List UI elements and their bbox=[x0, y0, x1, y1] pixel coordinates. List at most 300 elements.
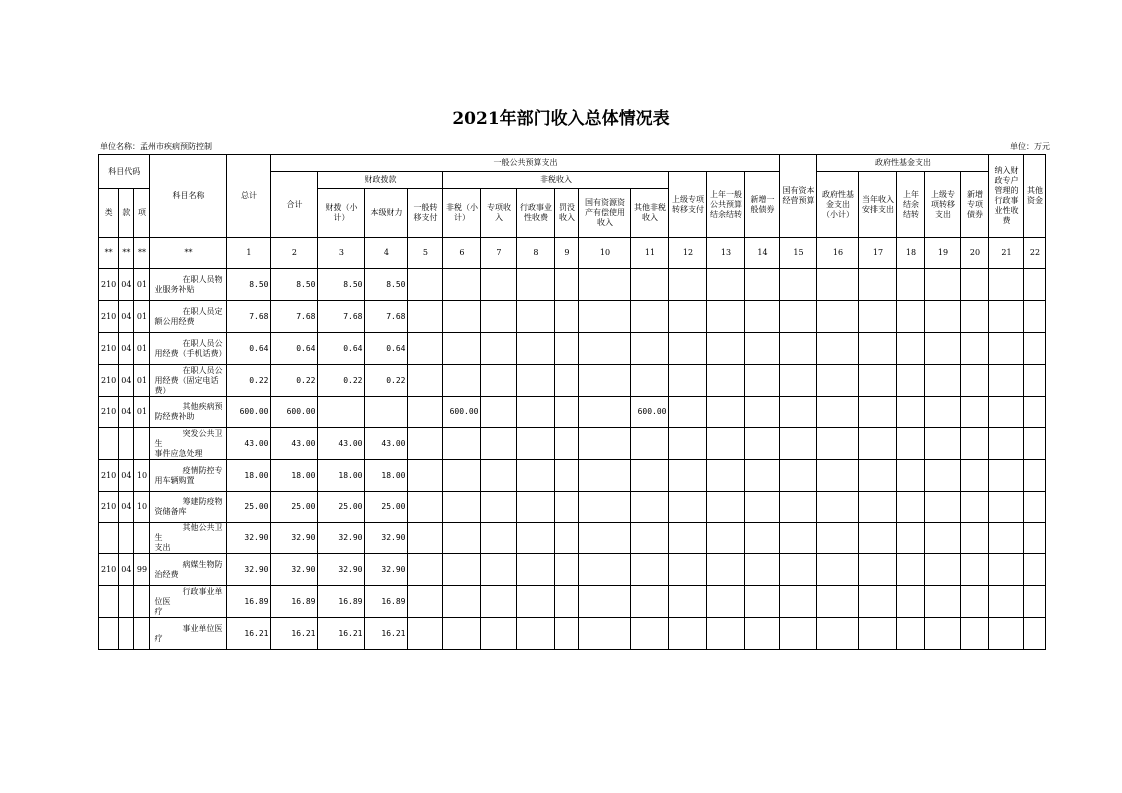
empty-cell bbox=[517, 554, 555, 586]
lei-cell bbox=[99, 523, 119, 554]
sum-cell: 16.89 bbox=[271, 586, 318, 618]
empty-cell bbox=[707, 523, 745, 554]
local-cell: 7.68 bbox=[365, 301, 408, 333]
index-cell: 5 bbox=[408, 238, 443, 269]
empty-cell bbox=[961, 554, 989, 586]
empty-cell bbox=[961, 492, 989, 523]
empty-cell bbox=[1024, 269, 1046, 301]
empty-cell bbox=[481, 618, 517, 650]
index-cell: 7 bbox=[481, 238, 517, 269]
unit-name-label: 单位名称：孟州市疾病预防控制 bbox=[100, 142, 212, 151]
empty-cell bbox=[859, 523, 897, 554]
kuan-cell bbox=[119, 523, 134, 554]
empty-cell bbox=[707, 460, 745, 492]
index-cell: 12 bbox=[669, 238, 707, 269]
empty-cell bbox=[817, 554, 859, 586]
empty-cell bbox=[961, 460, 989, 492]
empty-cell bbox=[408, 586, 443, 618]
table-row bbox=[99, 554, 1046, 586]
local-cell: 43.00 bbox=[365, 428, 408, 460]
sum-cell: 8.50 bbox=[271, 269, 318, 301]
empty-cell bbox=[669, 554, 707, 586]
subject-name-line-1: 在职人员物 bbox=[182, 274, 223, 284]
subject-name-header: 科目名称 bbox=[150, 155, 227, 238]
subject-name-line-1: 其他疾病预 bbox=[182, 402, 223, 411]
empty-cell bbox=[989, 301, 1024, 333]
index-cell: 6 bbox=[443, 238, 481, 269]
empty-cell bbox=[481, 460, 517, 492]
table-row bbox=[99, 365, 1046, 397]
other-non-tax-cell bbox=[631, 618, 669, 650]
empty-cell bbox=[745, 554, 780, 586]
empty-cell bbox=[817, 523, 859, 554]
subject-name-line-1: 事业单位医疗 bbox=[154, 623, 223, 643]
empty-cell bbox=[961, 397, 989, 428]
empty-cell bbox=[817, 492, 859, 523]
empty-cell bbox=[925, 301, 961, 333]
empty-cell bbox=[780, 618, 817, 650]
non-tax-subtotal-cell bbox=[443, 554, 481, 586]
empty-cell bbox=[897, 492, 925, 523]
empty-cell bbox=[817, 397, 859, 428]
empty-cell bbox=[925, 365, 961, 397]
empty-cell bbox=[745, 460, 780, 492]
empty-cell bbox=[408, 523, 443, 554]
kuan-cell: 04 bbox=[119, 333, 134, 365]
non-tax-subtotal-cell bbox=[443, 523, 481, 554]
empty-cell bbox=[780, 269, 817, 301]
empty-cell bbox=[579, 397, 631, 428]
other-non-tax-cell bbox=[631, 523, 669, 554]
fiscal-subtotal-cell: 18.00 bbox=[318, 460, 365, 492]
empty-cell bbox=[1024, 460, 1046, 492]
empty-cell bbox=[780, 301, 817, 333]
empty-cell bbox=[859, 618, 897, 650]
other-funds-header: 其他资金 bbox=[1024, 155, 1046, 238]
sum-cell: 0.22 bbox=[271, 365, 318, 397]
local-cell: 18.00 bbox=[365, 460, 408, 492]
empty-cell bbox=[555, 428, 579, 460]
subject-name-line-1: 行政事业单位医 bbox=[154, 586, 223, 606]
currency-unit-label: 单位：万元 bbox=[1010, 142, 1050, 151]
upper-special-header: 上级专项转移支付 bbox=[669, 172, 707, 238]
empty-cell bbox=[408, 397, 443, 428]
table-row bbox=[99, 492, 1046, 523]
subject-name-cell bbox=[150, 365, 227, 397]
empty-cell bbox=[579, 586, 631, 618]
empty-cell bbox=[780, 365, 817, 397]
subject-name-cell bbox=[150, 428, 227, 460]
empty-cell bbox=[481, 523, 517, 554]
index-cell: 8 bbox=[517, 238, 555, 269]
empty-cell bbox=[859, 397, 897, 428]
index-cell: 20 bbox=[961, 238, 989, 269]
empty-cell bbox=[517, 618, 555, 650]
empty-cell bbox=[707, 365, 745, 397]
xiang-cell bbox=[134, 586, 150, 618]
xiang-cell: 99 bbox=[134, 554, 150, 586]
empty-cell bbox=[481, 586, 517, 618]
index-cell: 16 bbox=[817, 238, 859, 269]
admin-fee-header: 行政事业性收费 bbox=[517, 189, 555, 238]
lei-header: 类 bbox=[99, 189, 119, 238]
empty-cell bbox=[780, 586, 817, 618]
prev-balance-header: 上年结余结转 bbox=[897, 172, 925, 238]
empty-cell bbox=[408, 365, 443, 397]
empty-cell bbox=[897, 365, 925, 397]
empty-cell bbox=[579, 301, 631, 333]
subject-name-line-1: 疫情防控专 bbox=[182, 465, 223, 475]
empty-cell bbox=[745, 492, 780, 523]
non-tax-subtotal-cell bbox=[443, 460, 481, 492]
empty-cell bbox=[707, 492, 745, 523]
empty-cell bbox=[745, 397, 780, 428]
other-non-tax-cell bbox=[631, 333, 669, 365]
total-cell: 32.90 bbox=[227, 554, 271, 586]
empty-cell bbox=[817, 586, 859, 618]
fiscal-subtotal-cell: 7.68 bbox=[318, 301, 365, 333]
xiang-cell: 01 bbox=[134, 397, 150, 428]
general-transfer-header: 一般转移支付 bbox=[408, 189, 443, 238]
empty-cell bbox=[989, 618, 1024, 650]
sum-cell: 32.90 bbox=[271, 523, 318, 554]
empty-cell bbox=[579, 492, 631, 523]
subject-name-cell bbox=[150, 618, 227, 650]
lei-cell bbox=[99, 618, 119, 650]
empty-cell bbox=[555, 397, 579, 428]
local-cell: 32.90 bbox=[365, 554, 408, 586]
index-cell: 18 bbox=[897, 238, 925, 269]
empty-cell bbox=[925, 523, 961, 554]
empty-cell bbox=[481, 492, 517, 523]
empty-cell bbox=[669, 301, 707, 333]
total-cell: 7.68 bbox=[227, 301, 271, 333]
empty-cell bbox=[481, 554, 517, 586]
empty-cell bbox=[517, 523, 555, 554]
empty-cell bbox=[669, 460, 707, 492]
index-cell: 11 bbox=[631, 238, 669, 269]
local-cell: 0.64 bbox=[365, 333, 408, 365]
empty-cell bbox=[989, 460, 1024, 492]
empty-cell bbox=[1024, 554, 1046, 586]
empty-cell bbox=[517, 586, 555, 618]
total-cell: 0.22 bbox=[227, 365, 271, 397]
empty-cell bbox=[669, 586, 707, 618]
empty-cell bbox=[579, 523, 631, 554]
xiang-cell: 01 bbox=[134, 365, 150, 397]
xiang-cell: 01 bbox=[134, 333, 150, 365]
subject-name-cell bbox=[150, 333, 227, 365]
kuan-cell bbox=[119, 586, 134, 618]
empty-cell bbox=[745, 428, 780, 460]
lei-cell: 210 bbox=[99, 397, 119, 428]
local-cell bbox=[365, 397, 408, 428]
empty-cell bbox=[669, 618, 707, 650]
current-income-header: 当年收入安排支出 bbox=[859, 172, 897, 238]
index-cell: 14 bbox=[745, 238, 780, 269]
empty-cell bbox=[859, 301, 897, 333]
empty-cell bbox=[669, 397, 707, 428]
lei-cell: 210 bbox=[99, 333, 119, 365]
kuan-cell: 04 bbox=[119, 365, 134, 397]
empty-cell bbox=[859, 333, 897, 365]
empty-cell bbox=[555, 301, 579, 333]
table-body bbox=[99, 269, 1046, 650]
other-non-tax-cell bbox=[631, 301, 669, 333]
gov-fund-subtotal-header: 政府性基金支出（小计） bbox=[817, 172, 859, 238]
empty-cell bbox=[961, 333, 989, 365]
index-cell: ** bbox=[134, 238, 150, 269]
empty-cell bbox=[408, 492, 443, 523]
other-non-tax-header: 其他非税收入 bbox=[631, 189, 669, 238]
fiscal-subtotal-cell: 16.89 bbox=[318, 586, 365, 618]
empty-cell bbox=[925, 428, 961, 460]
empty-cell bbox=[555, 492, 579, 523]
xiang-cell: 10 bbox=[134, 492, 150, 523]
index-cell: ** bbox=[150, 238, 227, 269]
non-tax-header: 非税收入 bbox=[443, 172, 669, 189]
table-row bbox=[99, 428, 1046, 460]
total-cell: 8.50 bbox=[227, 269, 271, 301]
subject-name-line-2: 治经费 bbox=[154, 569, 179, 579]
empty-cell bbox=[669, 428, 707, 460]
kuan-cell bbox=[119, 428, 134, 460]
empty-cell bbox=[707, 586, 745, 618]
empty-cell bbox=[817, 460, 859, 492]
empty-cell bbox=[780, 523, 817, 554]
empty-cell bbox=[1024, 586, 1046, 618]
special-income-header: 专项收入 bbox=[481, 189, 517, 238]
table-row bbox=[99, 333, 1046, 365]
empty-cell bbox=[859, 586, 897, 618]
empty-cell bbox=[517, 269, 555, 301]
non-tax-subtotal-cell bbox=[443, 492, 481, 523]
empty-cell bbox=[555, 523, 579, 554]
empty-cell bbox=[707, 269, 745, 301]
empty-cell bbox=[579, 554, 631, 586]
empty-cell bbox=[579, 269, 631, 301]
kuan-cell: 04 bbox=[119, 460, 134, 492]
lei-cell bbox=[99, 428, 119, 460]
subject-name-line-2: 资储备库 bbox=[154, 507, 187, 516]
empty-cell bbox=[707, 428, 745, 460]
total-cell: 0.64 bbox=[227, 333, 271, 365]
empty-cell bbox=[555, 460, 579, 492]
empty-cell bbox=[555, 586, 579, 618]
local-cell: 0.22 bbox=[365, 365, 408, 397]
sum-cell: 32.90 bbox=[271, 554, 318, 586]
total-cell: 16.89 bbox=[227, 586, 271, 618]
fiscal-subtotal-cell: 16.21 bbox=[318, 618, 365, 650]
index-cell: ** bbox=[119, 238, 134, 269]
total-cell: 43.00 bbox=[227, 428, 271, 460]
kuan-cell bbox=[119, 618, 134, 650]
kuan-cell: 04 bbox=[119, 554, 134, 586]
empty-cell bbox=[669, 333, 707, 365]
empty-cell bbox=[669, 523, 707, 554]
index-cell: 17 bbox=[859, 238, 897, 269]
fiscal-subtotal-cell: 32.90 bbox=[318, 554, 365, 586]
empty-cell bbox=[989, 523, 1024, 554]
fiscal-subtotal-cell: 43.00 bbox=[318, 428, 365, 460]
subject-name-line-1: 在职人员公 bbox=[182, 365, 223, 375]
empty-cell bbox=[579, 618, 631, 650]
sum-cell: 18.00 bbox=[271, 460, 318, 492]
empty-cell bbox=[745, 301, 780, 333]
empty-cell bbox=[408, 554, 443, 586]
local-cell: 16.21 bbox=[365, 618, 408, 650]
xiang-cell: 10 bbox=[134, 460, 150, 492]
index-cell: 9 bbox=[555, 238, 579, 269]
empty-cell bbox=[579, 428, 631, 460]
empty-cell bbox=[817, 269, 859, 301]
empty-cell bbox=[579, 460, 631, 492]
state-asset-header: 国有资源资产有偿使用收入 bbox=[579, 189, 631, 238]
index-cell: 3 bbox=[318, 238, 365, 269]
empty-cell bbox=[481, 269, 517, 301]
xiang-header: 项 bbox=[134, 189, 150, 238]
non-tax-subtotal-cell bbox=[443, 269, 481, 301]
empty-cell bbox=[961, 365, 989, 397]
subject-name-cell bbox=[150, 301, 227, 333]
empty-cell bbox=[579, 333, 631, 365]
header-row-1 bbox=[99, 155, 1046, 172]
empty-cell bbox=[517, 365, 555, 397]
xiang-cell: 01 bbox=[134, 301, 150, 333]
table-row bbox=[99, 523, 1046, 554]
fiscal-subtotal-cell: 8.50 bbox=[318, 269, 365, 301]
sum-cell: 7.68 bbox=[271, 301, 318, 333]
index-row bbox=[99, 238, 1046, 269]
empty-cell bbox=[925, 492, 961, 523]
table-row bbox=[99, 397, 1046, 428]
empty-cell bbox=[989, 492, 1024, 523]
empty-cell bbox=[897, 460, 925, 492]
empty-cell bbox=[925, 618, 961, 650]
sum-cell: 25.00 bbox=[271, 492, 318, 523]
other-non-tax-cell bbox=[631, 460, 669, 492]
empty-cell bbox=[925, 397, 961, 428]
empty-cell bbox=[817, 428, 859, 460]
page-title: 2021年部门收入总体情况表 bbox=[452, 109, 670, 129]
sum-cell: 43.00 bbox=[271, 428, 318, 460]
general-budget-header: 一般公共预算支出 bbox=[271, 155, 780, 172]
empty-cell bbox=[517, 301, 555, 333]
empty-cell bbox=[961, 618, 989, 650]
empty-cell bbox=[517, 460, 555, 492]
empty-cell bbox=[897, 586, 925, 618]
empty-cell bbox=[707, 301, 745, 333]
empty-cell bbox=[897, 523, 925, 554]
empty-cell bbox=[669, 269, 707, 301]
xiang-cell bbox=[134, 428, 150, 460]
empty-cell bbox=[961, 428, 989, 460]
empty-cell bbox=[989, 269, 1024, 301]
index-cell: 10 bbox=[579, 238, 631, 269]
empty-cell bbox=[989, 365, 1024, 397]
other-non-tax-cell bbox=[631, 428, 669, 460]
subject-name-line-2: 用车辆购置 bbox=[154, 475, 195, 485]
empty-cell bbox=[517, 492, 555, 523]
index-cell: 19 bbox=[925, 238, 961, 269]
empty-cell bbox=[408, 460, 443, 492]
empty-cell bbox=[481, 301, 517, 333]
empty-cell bbox=[780, 492, 817, 523]
empty-cell bbox=[1024, 428, 1046, 460]
subject-name-line-1: 其他公共卫生 bbox=[154, 523, 223, 542]
empty-cell bbox=[897, 301, 925, 333]
other-non-tax-cell bbox=[631, 492, 669, 523]
empty-cell bbox=[961, 301, 989, 333]
local-fiscal-header: 本级财力 bbox=[365, 189, 408, 238]
empty-cell bbox=[517, 428, 555, 460]
non-tax-subtotal-cell bbox=[443, 301, 481, 333]
fiscal-account-header: 纳入财政专户管理的行政事业性收费 bbox=[989, 155, 1024, 238]
empty-cell bbox=[989, 397, 1024, 428]
empty-cell bbox=[897, 397, 925, 428]
empty-cell bbox=[780, 397, 817, 428]
empty-cell bbox=[555, 333, 579, 365]
fiscal-subtotal-cell: 0.22 bbox=[318, 365, 365, 397]
kuan-cell: 04 bbox=[119, 269, 134, 301]
empty-cell bbox=[859, 554, 897, 586]
subject-name-line-2: 用经费（手机话费） bbox=[154, 348, 227, 358]
xiang-cell: 01 bbox=[134, 269, 150, 301]
empty-cell bbox=[707, 333, 745, 365]
empty-cell bbox=[745, 333, 780, 365]
empty-cell bbox=[897, 618, 925, 650]
non-tax-subtotal-cell bbox=[443, 618, 481, 650]
subject-name-line-2: 用经费（固定电话费） bbox=[154, 375, 219, 395]
empty-cell bbox=[1024, 492, 1046, 523]
empty-cell bbox=[481, 397, 517, 428]
other-non-tax-cell bbox=[631, 269, 669, 301]
empty-cell bbox=[1024, 397, 1046, 428]
xiang-cell bbox=[134, 523, 150, 554]
empty-cell bbox=[989, 554, 1024, 586]
empty-cell bbox=[961, 586, 989, 618]
subject-name-cell bbox=[150, 586, 227, 618]
empty-cell bbox=[780, 428, 817, 460]
empty-cell bbox=[669, 365, 707, 397]
subject-name-line-2: 防经费补助 bbox=[154, 412, 195, 421]
empty-cell bbox=[555, 554, 579, 586]
subject-name-line-1: 病媒生物防 bbox=[182, 559, 223, 569]
subject-code-header: 科目代码 bbox=[99, 155, 150, 189]
empty-cell bbox=[859, 460, 897, 492]
local-cell: 32.90 bbox=[365, 523, 408, 554]
index-cell: 1 bbox=[227, 238, 271, 269]
empty-cell bbox=[707, 397, 745, 428]
subject-name-line-2: 额公用经费 bbox=[154, 316, 195, 326]
table-row bbox=[99, 460, 1046, 492]
local-cell: 16.89 bbox=[365, 586, 408, 618]
empty-cell bbox=[408, 333, 443, 365]
fiscal-subtotal-cell: 32.90 bbox=[318, 523, 365, 554]
empty-cell bbox=[481, 333, 517, 365]
state-capital-header: 国有资本经营预算 bbox=[780, 155, 817, 238]
empty-cell bbox=[481, 365, 517, 397]
lei-cell: 210 bbox=[99, 554, 119, 586]
lei-cell: 210 bbox=[99, 269, 119, 301]
subject-name-line-1: 筹建防疫物 bbox=[182, 497, 223, 506]
other-non-tax-cell bbox=[631, 365, 669, 397]
empty-cell bbox=[989, 428, 1024, 460]
empty-cell bbox=[897, 428, 925, 460]
subject-name-cell bbox=[150, 460, 227, 492]
index-cell: 22 bbox=[1024, 238, 1046, 269]
empty-cell bbox=[408, 618, 443, 650]
